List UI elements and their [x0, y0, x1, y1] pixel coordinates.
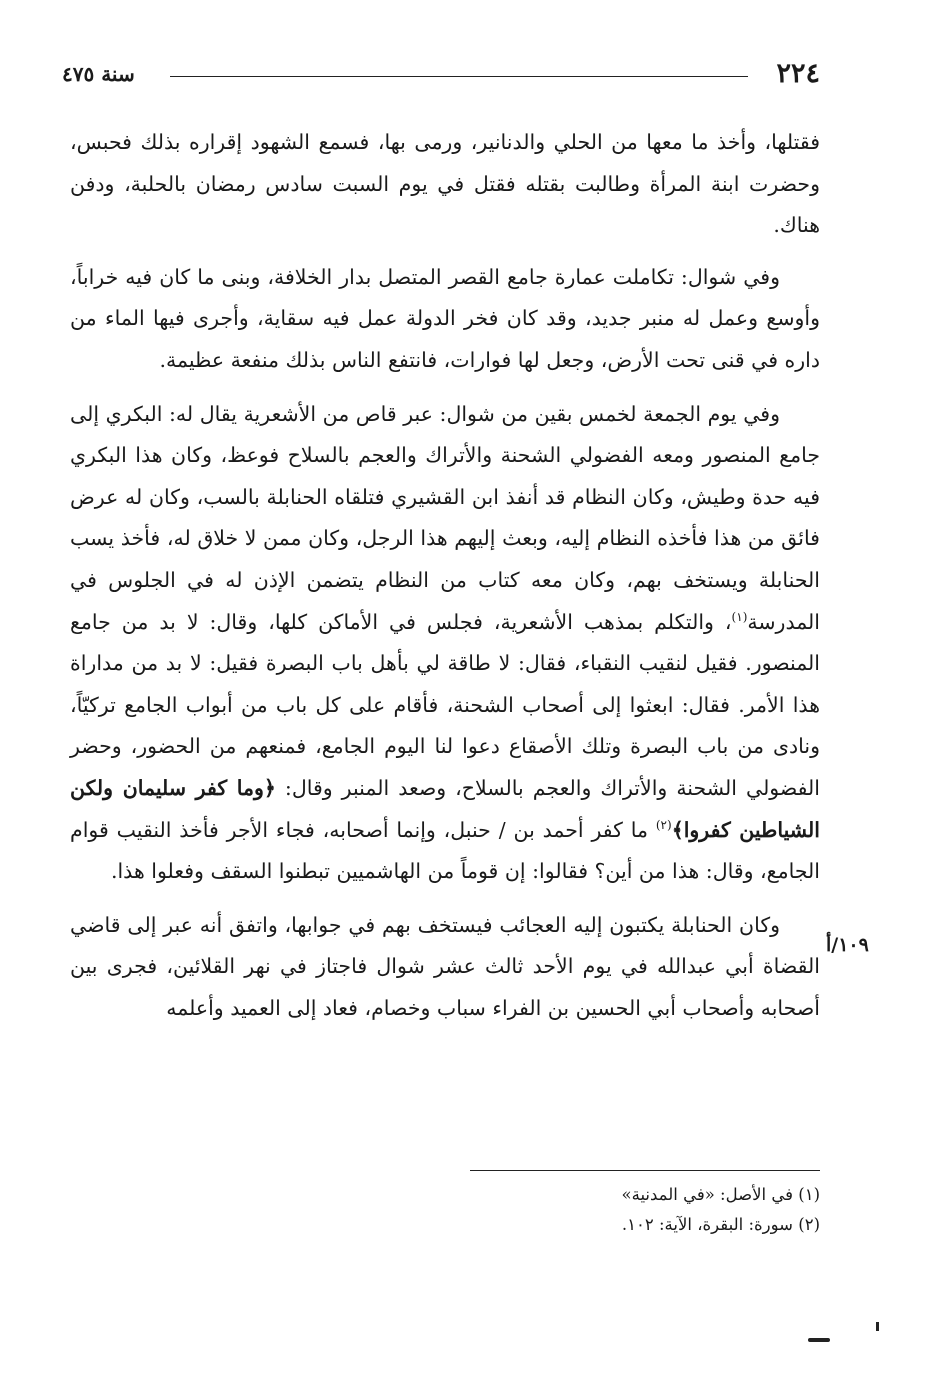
footnote-2: (٢) سورة: البقرة، الآية: ١٠٢.: [621, 1215, 820, 1234]
scan-mark-dot: [876, 1322, 879, 1331]
manuscript-folio-marker: ١٠٩/أ: [826, 934, 869, 956]
paragraph-3-text-a: وفي يوم الجمعة لخمس بقين من شوال: عبر قاص من الأشعرية يقال له: البكري إلى جامع المنصور ومعه الفضولي الشحنة والأتراك والعجم بالسلاح فوعظ، وكان هذا البكري فيه حدة وطيش، وكان النظام قد أنفذ ابن القشيري فتلقاه الحنابلة بالسب، وكان له عرض فائق من هذا فأخذه النظام إليه، وبعث إليهم هذا الرجل، وكان ممن لا خلاق له، فأخذ يسب الحنابلة ويستخف بهم، وكان معه كتاب من النظام يتضمن الإذن له في الجلوس في المدرسة: [70, 401, 820, 634]
scan-mark: [808, 1338, 830, 1342]
paragraph-3-text-b: ، والتكلم بمذهب الأشعرية، فجلس في الأماكن كلها، وقال: لا بد من جامع المنصور. فقيل لنقيب النقباء، فقال: لا طاقة لي بأهل باب البصرة فقيل: لا بد من مداراة هذا الأمر. فقال: ابعثوا إلى أصحاب الشحنة، فأقام على كل باب من أبواب الجامع تركيّاً، ونادى من باب البصرة وتلك الأصقاع دعوا لنا اليوم الجامع، فمنعهم من الحضور، وحضر الفضولي الشحنة والأتراك والعجم بالسلاح، وصعد المنبر وقال:: [70, 609, 820, 800]
paragraph-3: [70, 394, 820, 893]
running-title: سنة ٤٧٥: [62, 62, 135, 86]
main-text: [70, 122, 820, 1041]
paragraph-3-text-c: ما كفر أحمد بن / حنبل، وإنما أصحابه، فجاء الأجر فأخذ النقيب قوام الجامع، وقال: هذا من أين؟ فقالوا: إن قوماً من الهاشميين تبطنوا السقف وفعلوا هذا.: [70, 817, 820, 884]
paragraph-4: وكان الحنابلة يكتبون إليه العجائب فيستخف بهم في جوابها، واتفق أنه عبر إلى قاضي القضاة أبي عبدالله في يوم الأحد ثالث عشر شوال فاجتاز في نهر القلائين، فجرى بين أصحابه وأصحاب أبي الحسين بن الفراء سباب وخصام، فعاد إلى العميد وأعلمه: [70, 912, 820, 1020]
page-header: [62, 56, 820, 92]
paragraph-1: فقتلها، وأخذ ما معها من الحلي والدنانير، ورمى بها، فسمع الشهود إقراره بذلك فحبس، وحضرت ابنة المرأة وطالبت بقتله فقتل في يوم السبت سادس رمضان بالحلبة، ودفن هناك.: [70, 130, 820, 238]
header-rule: [170, 76, 748, 77]
page-number: ٢٢٤: [776, 58, 820, 89]
paragraph-2: وفي شوال: تكاملت عمارة جامع القصر المتصل بدار الخلافة، وبنى ما كان فيه خراباً، وأوسع وعمل له منبر جديد، وقد كان فخر الدولة عمل فيه سقاية، وأجرى فيها الماء من داره في قنى تحت الأرض، وجعل لها فوارات، فانتفع الناس بذلك منفعة عظيمة.: [70, 264, 820, 372]
footnote-ref-1[interactable]: (١): [731, 609, 748, 624]
footnote-separator: [470, 1170, 820, 1171]
quran-quote: ﴿وما كفر سليمان ولكن الشياطين كفروا﴾: [70, 775, 820, 842]
footnote-ref-2[interactable]: (٢): [655, 817, 672, 832]
footnotes: [380, 1180, 820, 1240]
footnote-1: (١) في الأصل: «في المدنية»: [621, 1185, 820, 1204]
